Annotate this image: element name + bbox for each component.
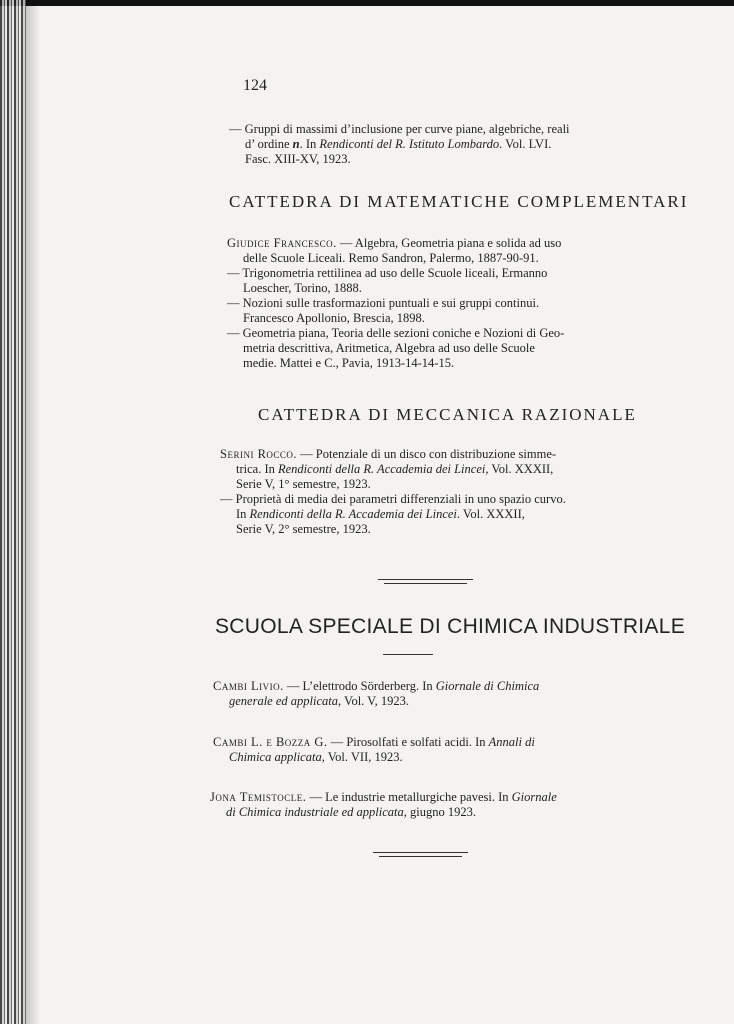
entry-cambi-bozza: Cambi L. e Bozza G. — Pirosolfati e solfati acidi. In Annali di Chimica applicata, Vol. VII, 1923.	[213, 735, 535, 764]
author-name: Giudice Francesco.	[227, 236, 337, 250]
entry-jona: Jona Temistocle. — Le industrie metallurgiche pavesi. In Giornale di Chimica industriale ed applicata, giugno 1923.	[210, 790, 557, 819]
entries-serini	[220, 447, 670, 537]
entry-gruppi-massimi	[229, 122, 659, 167]
section-title-chimica: SCUOLA SPECIALE DI CHIMICA INDUSTRIALE	[215, 615, 686, 638]
binding-shadow	[26, 0, 40, 1024]
entry-line: Fasc. XIII-XV, 1923.	[245, 152, 351, 166]
page-top-edge	[0, 0, 734, 6]
bib-entry: — Nozioni sulle trasformazioni puntuali e sui gruppi continui. Francesco Apollonio, Brescia, 1898.	[227, 296, 540, 325]
divider-rule	[373, 852, 468, 853]
entry-line: — Gruppi di massimi d’inclusione per curve piane, algebriche, reali	[229, 122, 570, 136]
book-binding-edge	[0, 0, 26, 1024]
author-name: Cambi Livio.	[213, 679, 284, 693]
author-name: Jona Temistocle.	[210, 790, 307, 804]
bib-entry: — Geometria piana, Teoria delle sezioni coniche e Nozioni di Geo- metria descrittiva, Aritmetica, Algebra ad uso delle Scuole medie. Mattei e C., Pavia, 1913-14-14-15.	[227, 326, 565, 370]
bib-entry: Giudice Francesco. — Algebra, Geometria piana e solida ad uso delle Scuole Liceali. Remo Sandron, Palermo, 1887-90-91.	[227, 236, 562, 265]
bib-entry: — Proprietà di media dei parametri differenziali in uno spazio curvo. In Rendiconti della R. Accademia dei Lincei. Vol. XXXII, Serie V, 2° semestre, 1923.	[220, 492, 566, 536]
divider-rule	[378, 579, 473, 580]
entries-giudice	[227, 236, 667, 371]
bib-entry: Serini Rocco. — Potenziale di un disco con distribuzione simme- trica. In Rendiconti della R. Accademia dei Lincei, Vol. XXXII, Serie V, 1° semestre, 1923.	[220, 447, 557, 491]
author-name: Serini Rocco.	[220, 447, 298, 461]
title-underline	[383, 654, 433, 655]
bib-entry: — Trigonometria rettilinea ad uso delle Scuole liceali, Ermanno Loescher, Torino, 1888.	[227, 266, 548, 295]
entry-line: d’ ordine n. In Rendiconti del R. Istituto Lombardo. Vol. LVI.	[245, 137, 552, 151]
entry-cambi-livio: Cambi Livio. — L’elettrodo Sörderberg. In Giornale di Chimica generale ed applicata, Vol. V, 1923.	[213, 679, 540, 708]
author-name: Cambi L. e Bozza G.	[213, 735, 328, 749]
page-number: 124	[243, 77, 267, 94]
section-title-meccanica: CATTEDRA DI MECCANICA RAZIONALE	[258, 405, 637, 424]
divider-rule	[379, 856, 462, 857]
section-title-matematiche: CATTEDRA DI MATEMATICHE COMPLEMENTARI	[229, 192, 689, 211]
divider-rule	[384, 583, 467, 584]
